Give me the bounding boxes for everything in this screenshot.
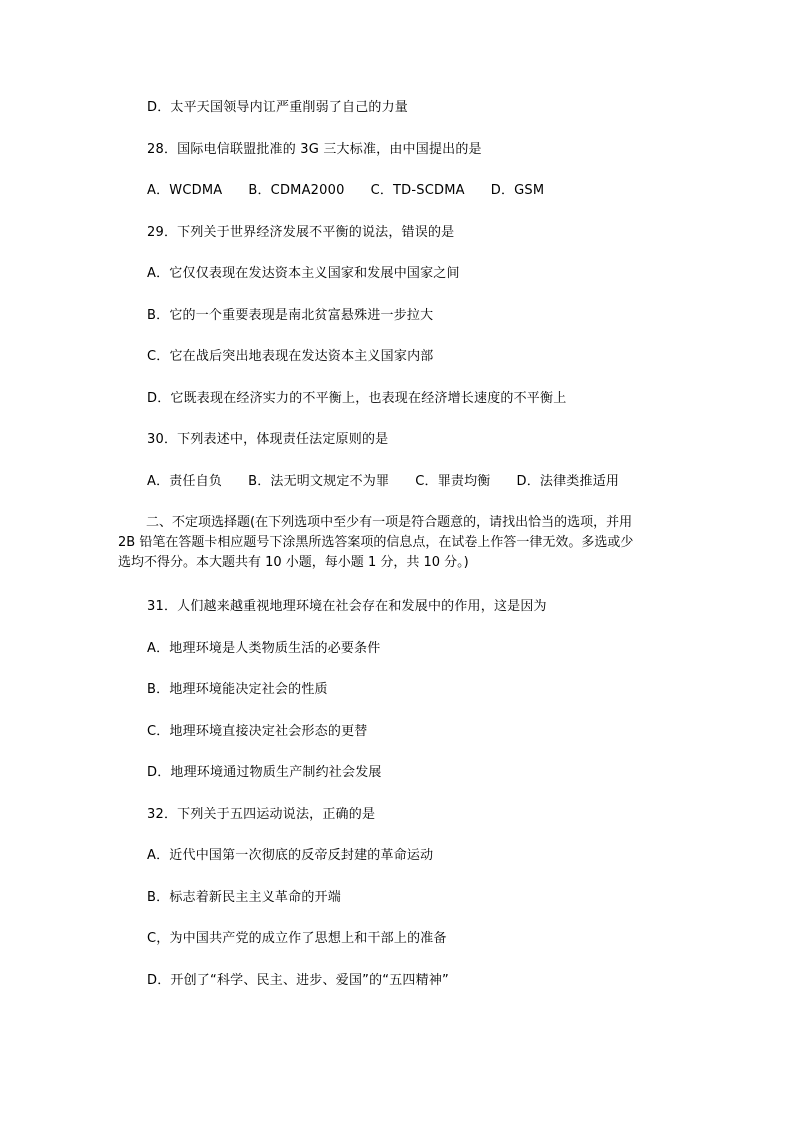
q28-question: 28．国际电信联盟批准的 3G 三大标准，由中国提出的是 bbox=[147, 142, 482, 157]
q31-option-b: B．地理环境能决定社会的性质 bbox=[147, 682, 328, 697]
q28-options bbox=[147, 182, 570, 200]
q32-option-c: C，为中国共产党的成立作了思想上和干部上的准备 bbox=[147, 931, 447, 946]
q28-option-c: C．TD-SCDMA bbox=[370, 183, 465, 198]
q30-option-b: B．法无明文规定不为罪 bbox=[248, 474, 390, 489]
q27-option-d: D．太平天国领导内讧严重削弱了自己的力量 bbox=[147, 100, 409, 115]
q32-option-a: A．近代中国第一次彻底的反帝反封建的革命运动 bbox=[147, 848, 434, 863]
q32-option-d: D．开创了“科学、民主、进步、爱国”的“五四精神” bbox=[147, 973, 449, 988]
q29-option-c: C．它在战后突出地表现在发达资本主义国家内部 bbox=[147, 349, 434, 364]
section-2-line-2: 2B 铅笔在答题卡相应题号下涂黑所选答案项的信息点，在试卷上作答一律无效。多选或少 bbox=[118, 535, 634, 550]
q32-question: 32．下列关于五四运动说法，正确的是 bbox=[147, 807, 376, 822]
q30-options bbox=[147, 473, 645, 491]
q28-option-a: A．WCDMA bbox=[147, 183, 223, 198]
q28-option-b: B．CDMA2000 bbox=[248, 183, 345, 198]
q31-option-c: C．地理环境直接决定社会形态的更替 bbox=[147, 724, 368, 739]
q28-option-d: D．GSM bbox=[490, 183, 545, 198]
q29-option-a: A．它仅仅表现在发达资本主义国家和发展中国家之间 bbox=[147, 266, 460, 281]
q32-option-b: B．标志着新民主主义革命的开端 bbox=[147, 890, 341, 905]
q30-option-a: A．责任自负 bbox=[147, 474, 223, 489]
q30-question: 30．下列表述中，体现责任法定原则的是 bbox=[147, 432, 389, 447]
section-2-instructions bbox=[118, 513, 678, 573]
q31-option-a: A．地理环境是人类物质生活的必要条件 bbox=[147, 641, 381, 656]
q30-option-d: D．法律类推适用 bbox=[516, 474, 620, 489]
q30-option-c: C．罪责均衡 bbox=[415, 474, 491, 489]
q29-option-d: D．它既表现在经济实力的不平衡上，也表现在经济增长速度的不平衡上 bbox=[147, 391, 567, 406]
section-2-line-3: 选均不得分。本大题共有 10 小题，每小题 1 分，共 10 分。) bbox=[118, 555, 469, 570]
q31-option-d: D．地理环境通过物质生产制约社会发展 bbox=[147, 765, 382, 780]
q31-question: 31．人们越来越重视地理环境在社会存在和发展中的作用，这是因为 bbox=[147, 599, 547, 614]
q29-option-b: B．它的一个重要表现是南北贫富悬殊进一步拉大 bbox=[147, 308, 434, 323]
section-2-line-1: 二、不定项选择题(在下列选项中至少有一项是符合题意的，请找出恰当的选项，并用 bbox=[146, 515, 633, 530]
q29-question: 29．下列关于世界经济发展不平衡的说法，错误的是 bbox=[147, 225, 455, 240]
